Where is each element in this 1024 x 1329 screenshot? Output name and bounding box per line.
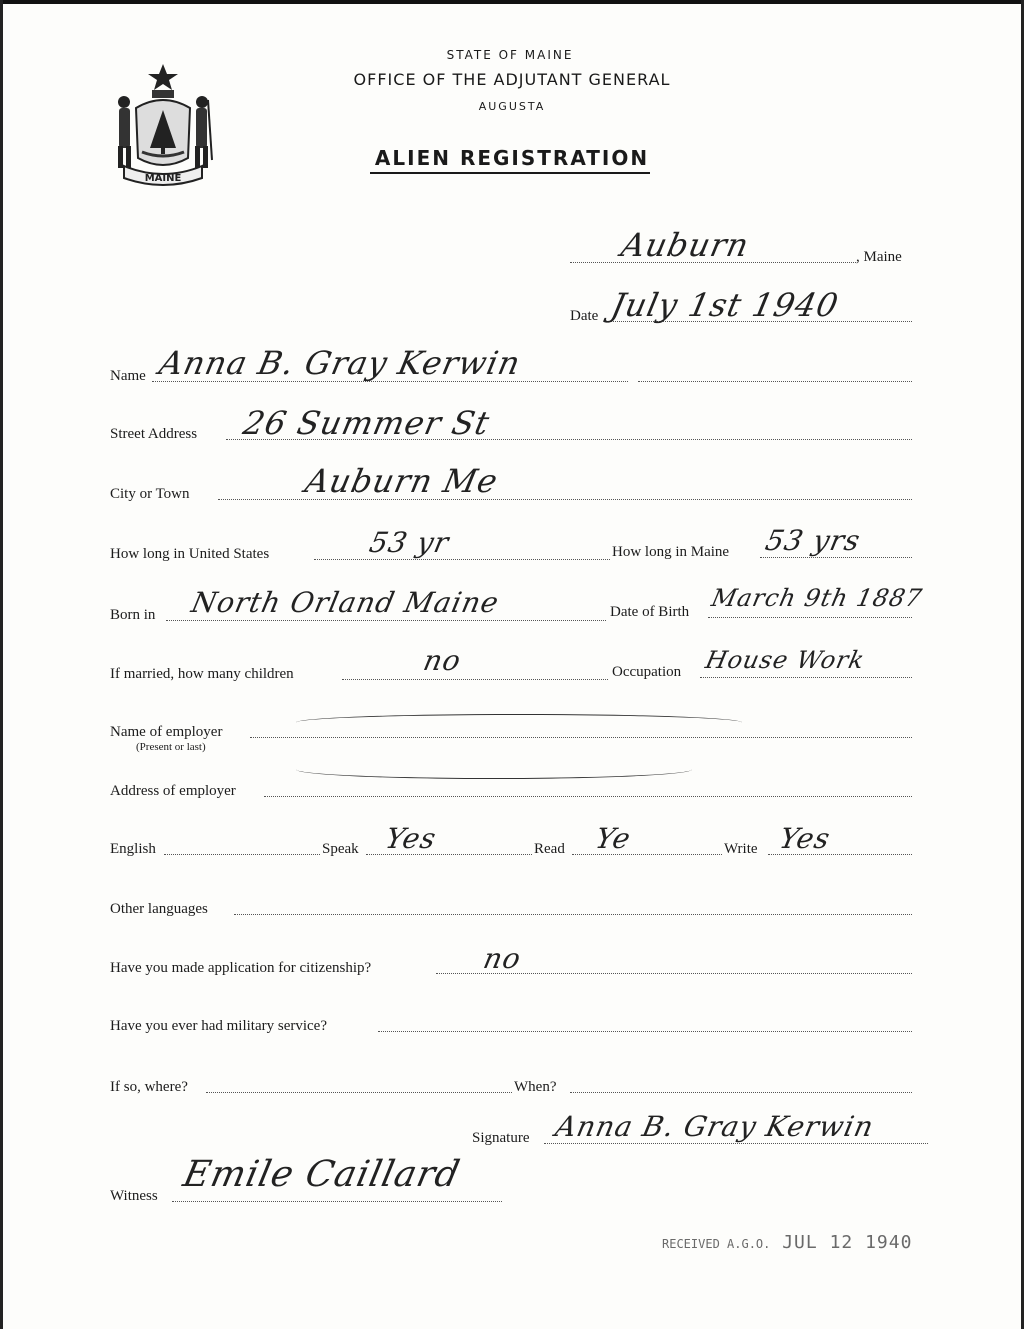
where-label: If so, where? (110, 1079, 188, 1095)
occupation-line (700, 677, 912, 678)
street-handwriting[interactable]: 26 Summer St (239, 404, 494, 442)
citizenship-label: Have you made application for citizenship? (110, 960, 372, 976)
stamp-date: JUL 12 1940 (782, 1232, 913, 1253)
title-underline (370, 172, 650, 174)
years-us-handwriting[interactable]: 53 yr (366, 526, 453, 559)
english-label: English (110, 841, 156, 857)
other-languages-line (234, 914, 912, 915)
name-handwriting[interactable]: Anna B. Gray Kerwin (155, 344, 525, 382)
employer-address-label: Address of employer (110, 783, 236, 799)
form-title: ALIEN REGISTRATION (374, 146, 650, 170)
employer-address-line (264, 796, 912, 797)
born-in-label: Born in (110, 607, 156, 623)
scan-edge-left (0, 0, 3, 1329)
witness-line (172, 1201, 502, 1202)
employer-sublabel: (Present or last) (136, 741, 206, 753)
name-line-2 (638, 381, 912, 382)
military-line (378, 1031, 912, 1032)
english-line (164, 854, 320, 855)
place-handwriting[interactable]: Auburn (617, 226, 753, 264)
signature-line (544, 1143, 928, 1144)
dob-handwriting[interactable]: March 9th 1887 (709, 584, 925, 612)
witness-handwriting[interactable]: Emile Caillard (179, 1154, 464, 1195)
when-label: When? (514, 1079, 557, 1095)
header-office: OFFICE OF THE ADJUTANT GENERAL (353, 70, 671, 89)
street-label: Street Address (110, 426, 198, 442)
occupation-handwriting[interactable]: House Work (703, 646, 868, 674)
city-label: City or Town (110, 486, 190, 502)
employer-dash-mark (296, 714, 742, 731)
header-state: STATE OF MAINE (446, 48, 574, 62)
scan-edge-top (0, 0, 1024, 4)
dob-line (708, 617, 912, 618)
employer-address-dash-mark (296, 760, 692, 779)
born-in-handwriting[interactable]: North Orland Maine (188, 586, 503, 619)
read-handwriting[interactable]: Ye (592, 822, 635, 855)
received-stamp (662, 1232, 912, 1253)
date-handwriting[interactable]: July 1st 1940 (607, 286, 843, 324)
years-maine-line (760, 557, 912, 558)
write-handwriting[interactable]: Yes (776, 822, 834, 855)
signature-handwriting[interactable]: Anna B. Gray Kerwin (552, 1110, 878, 1143)
speak-label: Speak (322, 841, 359, 857)
where-line (206, 1092, 512, 1093)
years-maine-handwriting[interactable]: 53 yrs (762, 524, 864, 557)
employer-line (250, 737, 912, 738)
stamp-prefix: RECEIVED A.G.O. (662, 1237, 771, 1251)
speak-handwriting[interactable]: Yes (382, 822, 440, 855)
place-suffix: , Maine (856, 249, 902, 265)
children-line (342, 679, 608, 680)
military-label: Have you ever had military service? (110, 1018, 327, 1034)
date-label: Date (570, 308, 599, 324)
city-handwriting[interactable]: Auburn Me (301, 462, 502, 500)
employer-label: Name of employer (110, 724, 223, 740)
children-handwriting[interactable]: no (420, 644, 465, 677)
name-label: Name (110, 368, 146, 384)
children-label: If married, how many children (110, 666, 294, 682)
signature-label: Signature (472, 1130, 530, 1146)
born-in-line (166, 620, 606, 621)
years-us-label: How long in United States (110, 546, 270, 562)
header-city: AUGUSTA (478, 100, 546, 113)
when-line (570, 1092, 912, 1093)
seal-scroll-text: MAINE (144, 173, 182, 184)
witness-label: Witness (110, 1188, 158, 1204)
write-label: Write (724, 841, 758, 857)
years-maine-label: How long in Maine (612, 544, 730, 560)
years-us-line (314, 559, 610, 560)
citizenship-handwriting[interactable]: no (480, 942, 525, 975)
dob-label: Date of Birth (610, 604, 690, 620)
occupation-label: Occupation (612, 664, 682, 680)
read-label: Read (534, 841, 565, 857)
other-languages-label: Other languages (110, 901, 208, 917)
